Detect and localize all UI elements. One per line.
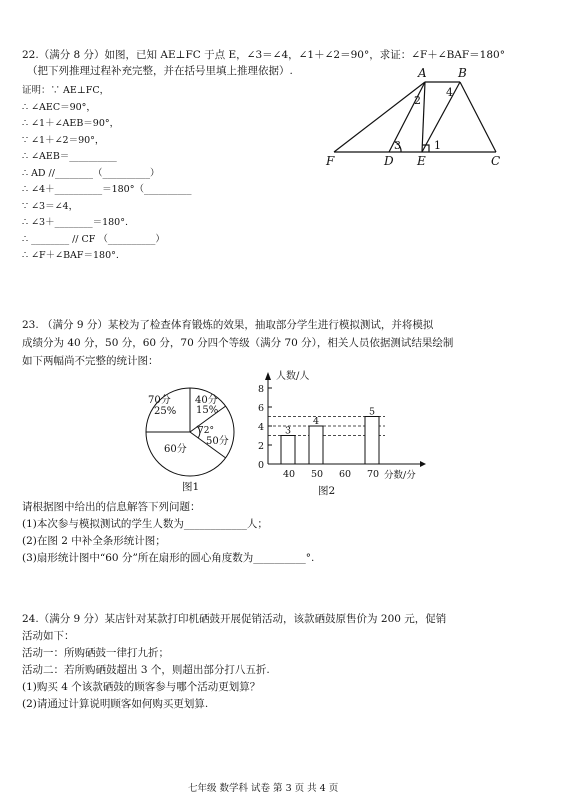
proof-step: ∵ ∠3＝∠4， [22,200,79,212]
q24-activity-2: 活动二：若所购硒鼓超出 3 个，则超出部分打八五折. [22,664,270,676]
fig-angle-2: 2 [414,94,421,107]
q23-sub3: (3)扇形统计图中“60 分”所在扇形的圆心角度数为__________°. [22,552,315,564]
fig-label-f: F [326,154,335,168]
bar-70 [365,417,379,465]
q23-intro: 请根据图中给出的信息解答下列问题： [22,501,201,513]
page-footer: 七年级 数学科 试卷 第 3 页 共 4 页 [188,783,339,794]
x-tick-label: 50 [311,469,324,480]
y-tick-label: 8 [258,384,265,395]
fig-label-c: C [491,154,501,168]
pie-label-50: 50分 [206,436,229,447]
proof-step: ∴ ________ // CF （__________） [22,233,165,245]
proof-step: ∴ ∠AEC＝90°， [22,101,96,113]
y-tick-label: 0 [258,460,265,471]
bar-40 [281,436,295,465]
fig-label-a: A [418,66,427,80]
proof-step: ∴ ∠AEB＝__________ [22,151,117,162]
x-axis-arrow [420,461,426,467]
q24-line1: 24.（满分 9 分）某店针对某款打印机硒鼓开展促销活动，该款硒鼓原售价为 200 元，促销 [22,613,447,625]
x-tick-label: 60 [339,469,352,480]
y-tick-label: 2 [258,441,265,452]
q23-line1: 23. （满分 9 分）某校为了检查体育锻炼的效果，抽取部分学生进行模拟测试，并将模拟 [22,319,434,331]
q22-header: 22.（满分 8 分）如图，已知 AE⊥FC 于点 E，∠3＝∠4，∠1＋∠2＝90°，求证：∠F＋∠BAF＝180° [22,49,505,61]
proof-step: ∴ AD //________（__________） [22,167,160,179]
pie-chart [140,382,240,494]
q22-geometry-figure [322,66,512,170]
proof-step: ∴ ∠1＋∠AEB＝90°， [22,118,120,129]
pie-pct-40: 15% [196,405,219,416]
q23-sub2: (2)在图 2 中补全条形统计图； [22,535,166,547]
y-tick-label: 4 [258,422,265,433]
pie-label-60: 60分 [164,444,187,455]
proof-step: ∵ ∠1＋∠2＝90°， [22,134,105,146]
q24-sub1: (1)购买 4 个该款硒鼓的顾客参与哪个活动更划算？ [22,681,261,693]
x-tick-label: 40 [283,469,296,480]
fig-angle-3: 3 [394,139,401,152]
fig-angle-1: 1 [434,139,441,152]
x-tick-label: 70 [367,469,380,480]
q24-sub2: (2)请通过计算说明顾客如何购买更划算. [22,698,209,710]
q23-sub1: (1)本次参与模拟测试的学生人数为____________人； [22,518,268,530]
q22-instruction: （把下列推理过程补充完整，并在括号里填上推理依据）. [27,65,293,77]
pie-label-40: 40分 [195,395,218,406]
proof-step: ∴ ∠F＋∠BAF＝180°. [22,250,119,261]
q23-line3: 如下两幅尚不完整的统计图： [22,355,159,367]
y-axis-arrow [265,372,271,380]
fig-label-d: D [384,154,394,168]
pie-pct-70: 25% [154,406,177,417]
proof-step: ∴ ∠3＋________＝180°. [22,217,128,228]
pie-label-70: 70分 [148,395,171,406]
bar-chart [248,366,438,498]
figure-2-caption: 图2 [318,485,336,497]
fig-label-e: E [417,154,426,168]
q24-line2: 活动如下： [22,630,75,642]
y-axis-label: 人数/人 [276,371,310,382]
bar-value-label: 3 [285,425,292,437]
x-axis-label: 分数/分 [384,470,416,481]
proof-step: ∴ ∠4＋__________＝180°（__________ [22,184,192,195]
fig-angle-4: 4 [446,86,453,99]
bar-value-label: 4 [313,416,320,427]
fig-label-b: B [458,66,467,80]
pie-angle-label: 72° [198,426,214,436]
q24-activity-1: 活动一：所购硒鼓一律打九折； [22,647,169,659]
y-tick-label: 6 [258,403,265,414]
q23-line2: 成绩分为 40 分，50 分，60 分，70 分四个等级（满分 70 分），相关人员依据测试结果绘制 [22,337,454,349]
proof-step: 证明：∵ AE⊥FC， [22,85,110,96]
bar-50 [309,426,323,464]
figure-1-caption: 图1 [182,481,200,493]
bar-value-label: 5 [369,406,376,418]
